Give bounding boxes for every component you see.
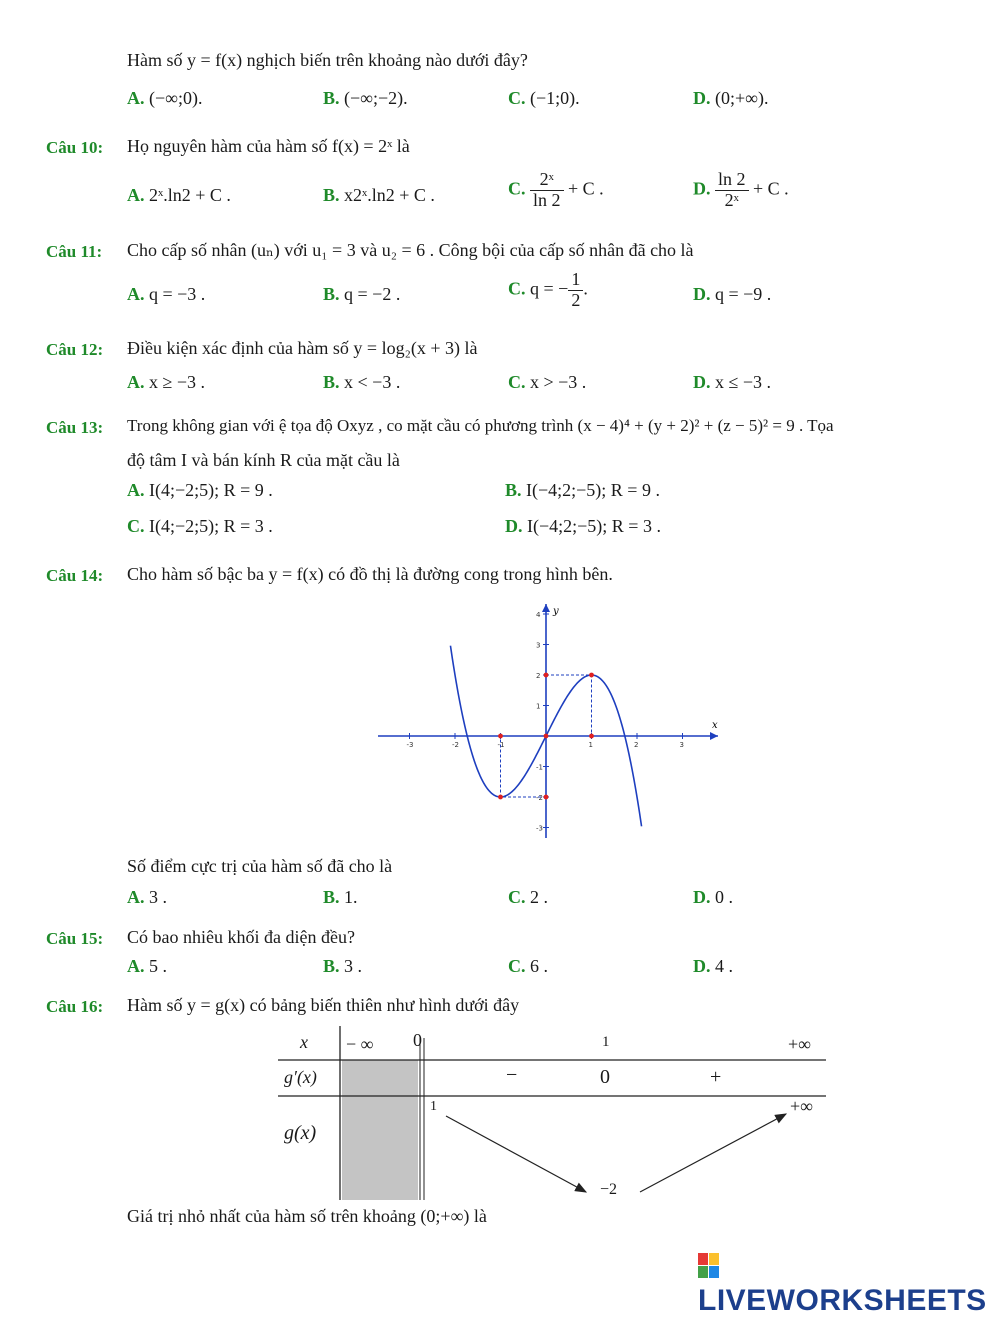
q11-option-a[interactable]: A. q = −3 . (127, 284, 206, 304)
q12-option-b[interactable]: B. x < −3 . (323, 372, 401, 392)
q14-option-b[interactable]: B. 1. (323, 887, 358, 907)
increasing-arrow (640, 1114, 786, 1192)
q15-option-a[interactable]: A. 5 . (127, 956, 167, 976)
q13-text-line2: độ tâm I và bán kính R của mặt cầu là (127, 450, 400, 470)
table-x-zero: 0 (413, 1030, 422, 1050)
q12-option-d[interactable]: D. x ≤ −3 . (693, 372, 772, 392)
key-point (498, 734, 503, 739)
intro-option-b[interactable]: B. (−∞;−2). (323, 88, 408, 108)
intro-option-a[interactable]: A. (−∞;0). (127, 88, 203, 108)
variation-table (278, 1026, 826, 1200)
q11-label: Câu 11: (46, 242, 103, 261)
y-tick-label: -2 (536, 794, 543, 802)
table-sign-plus: + (710, 1066, 722, 1088)
q11-option-c[interactable]: C. q = − $\frac{1}{2}$ . (508, 269, 588, 310)
table-func-min: −2 (600, 1181, 618, 1198)
q12-label: Câu 12: (46, 340, 104, 359)
q11-option-b[interactable]: B. q = −2 . (323, 284, 401, 304)
table-sign-zero: 0 (600, 1066, 610, 1088)
q11-option-d[interactable]: D. q = −9 . (693, 284, 772, 304)
q12-text: Điều kiện xác định của hàm số y = log₂(x + 3) là (127, 338, 478, 358)
x-tick-label: -1 (497, 741, 505, 749)
q10-option-d[interactable]: D. $\frac{\ln 2}{\text{2ˣ}}$ + C . (693, 169, 789, 210)
y-tick-label: 2 (536, 672, 541, 680)
q14-label: Câu 14: (46, 566, 104, 585)
x-tick-label: 2 (634, 741, 639, 749)
q12-option-c[interactable]: C. x > −3 . (508, 372, 587, 392)
key-point (544, 673, 549, 678)
y-tick-label: -3 (536, 824, 543, 833)
y-axis-arrow (542, 604, 550, 612)
table-func-header: g(x) (284, 1122, 317, 1144)
guide-max (546, 675, 592, 736)
q13-option-a[interactable]: A. I(4;−2;5); R = 9 . (127, 480, 273, 500)
key-point (544, 795, 549, 800)
table-x-header: x (300, 1032, 308, 1052)
table-func-one: 1 (430, 1099, 437, 1114)
q15-option-d[interactable]: D. 4 . (693, 956, 733, 976)
q11-text: Cho cấp số nhân (uₙ) với u₁ = 3 và u₂ = 6 . Công bội của cấp số nhân đã cho là (127, 240, 694, 260)
shaded-region (342, 1060, 418, 1200)
q14-text: Cho hàm số bậc ba y = f(x) có đồ thị là đường cong trong hình bên. (127, 564, 613, 584)
q14-option-d[interactable]: D. 0 . (693, 887, 733, 907)
q13-label: Câu 13: (46, 418, 104, 437)
logo-icon (698, 1253, 720, 1279)
q16-label: Câu 16: (46, 997, 104, 1016)
q13-text-line1: Trong không gian với ệ tọa độ Oxyz , co mặt cầu có phương trình (x − 4)⁴ + (y + 2)² + (z − 5)² = 9 . Tọa (127, 416, 834, 435)
logo-text: LIVEWORKSHEETS (698, 1284, 987, 1317)
key-point (544, 734, 549, 739)
q10-option-c[interactable]: C. $\frac{\text{2ˣ}}{\ln 2}$ + C . (508, 169, 604, 210)
table-sign-minus: − (506, 1064, 518, 1086)
intro-option-d[interactable]: D. (0;+∞). (693, 88, 769, 108)
x-axis-arrow (710, 732, 718, 740)
q10-text: Họ nguyên hàm của hàm số f(x) = 2ˣ là (127, 136, 410, 156)
q14-option-a[interactable]: A. 3 . (127, 887, 167, 907)
table-x-one: 1 (602, 1034, 610, 1050)
y-tick-label: 1 (536, 702, 541, 711)
q15-text: Có bao nhiêu khối đa diện đều? (127, 927, 355, 947)
guide-min (501, 736, 547, 797)
x-tick-label: 1 (588, 741, 593, 749)
y-tick-label: 4 (536, 611, 541, 619)
key-point (498, 795, 503, 800)
decreasing-arrow (446, 1116, 586, 1192)
q15-label: Câu 15: (46, 929, 104, 948)
q13-option-c[interactable]: C. I(4;−2;5); R = 3 . (127, 516, 273, 536)
q10-label: Câu 10: (46, 138, 104, 157)
table-x-pos-inf: +∞ (788, 1034, 811, 1054)
x-tick-label: -3 (406, 741, 414, 749)
q15-option-c[interactable]: C. 6 . (508, 956, 548, 976)
q13-option-d[interactable]: D. I(−4;2;−5); R = 3 . (505, 516, 661, 536)
q14-followup: Số điểm cực trị của hàm số đã cho là (127, 856, 393, 876)
intro-question: Hàm số y = f(x) nghịch biến trên khoảng nào dưới đây? (127, 50, 528, 70)
table-x-neg-inf: − ∞ (346, 1034, 374, 1054)
q10-option-a[interactable]: A. 2ˣ.ln2 + C . (127, 185, 231, 205)
table-func-pos-inf: +∞ (790, 1096, 813, 1116)
q12-option-a[interactable]: A. x ≥ −3 . (127, 372, 206, 392)
q16-text: Hàm số y = g(x) có bảng biến thiên như hình dưới đây (127, 995, 520, 1015)
q14-option-c[interactable]: C. 2 . (508, 887, 548, 907)
table-deriv-header: g′(x) (284, 1067, 317, 1087)
q13-option-b[interactable]: B. I(−4;2;−5); R = 9 . (505, 480, 660, 500)
q16-followup: Giá trị nhỏ nhất của hàm số trên khoảng (0;+∞) là (127, 1206, 487, 1226)
x-tick-label: -2 (452, 741, 459, 749)
liveworksheets-logo[interactable] (698, 1250, 1000, 1318)
y-axis-label: y (553, 606, 559, 617)
intro-option-c[interactable]: C. (−1;0). (508, 88, 580, 108)
x-tick-label: 3 (679, 741, 684, 749)
y-tick-label: 3 (536, 641, 541, 650)
q10-option-b[interactable]: B. x2ˣ.ln2 + C . (323, 185, 435, 205)
cubic-curve (450, 646, 641, 827)
q15-option-b[interactable]: B. 3 . (323, 956, 363, 976)
y-tick-label: -1 (536, 763, 543, 772)
key-point (589, 673, 594, 678)
key-point (589, 734, 594, 739)
x-axis-label: x (712, 720, 718, 731)
